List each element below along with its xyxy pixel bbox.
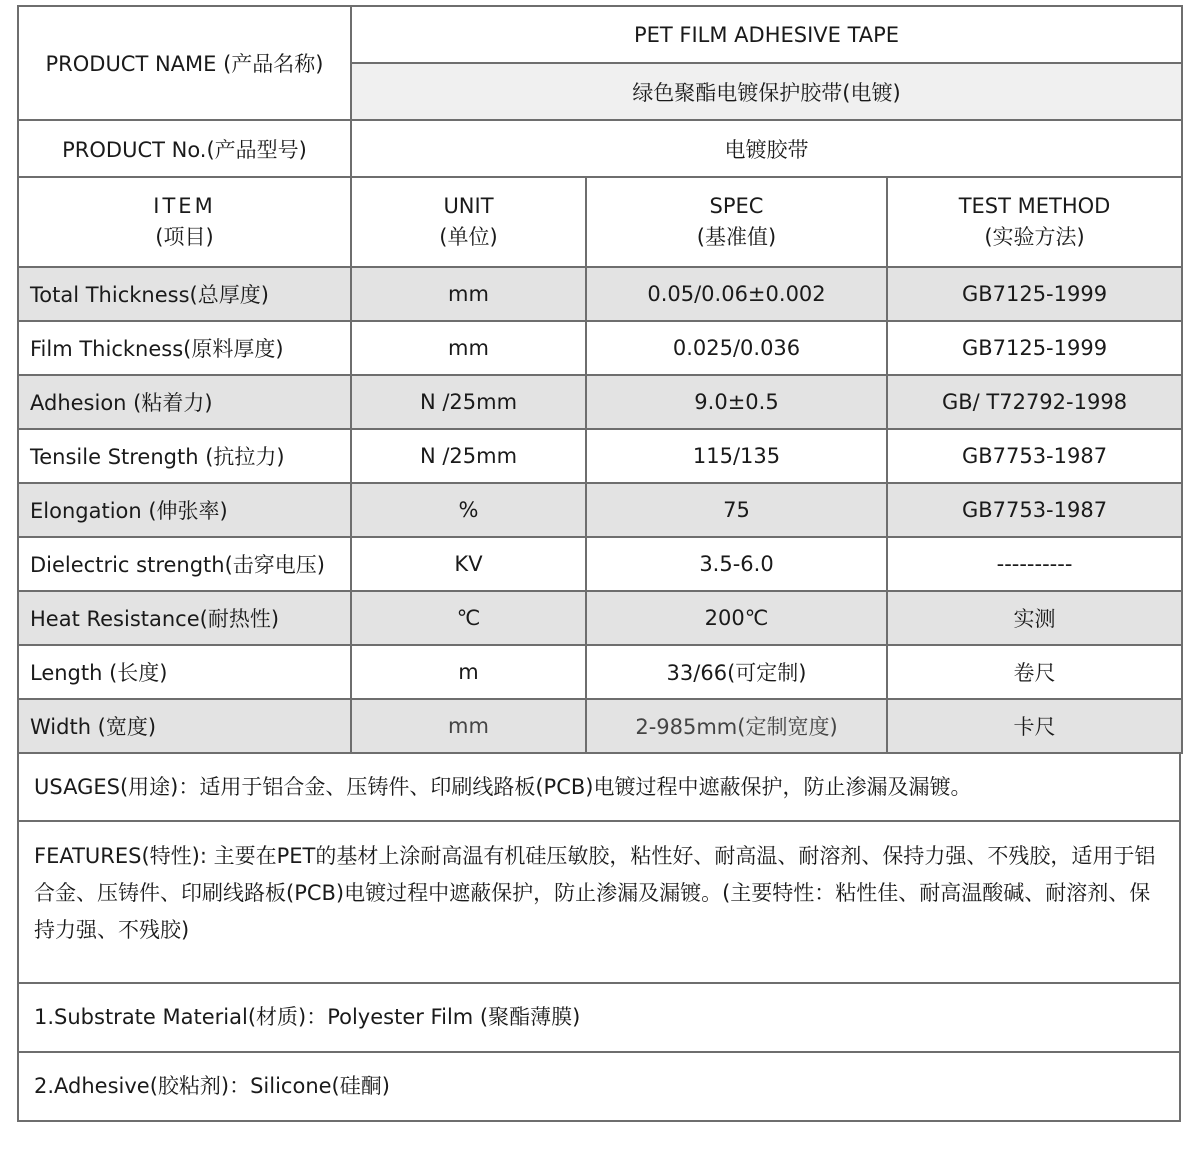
table-row [18,699,1182,753]
header-item-cn: (项目) [155,225,214,249]
table-row [18,429,1182,483]
material-section [17,984,1181,1053]
product-name-cn: 绿色聚酯电镀保护胶带(电镀) [351,63,1182,120]
header-spec-en: SPEC [709,194,764,218]
product-name-en: PET FILM ADHESIVE TAPE [351,6,1182,63]
header-method-en: TEST METHOD [958,194,1111,218]
row-item: Dielectric strength(击穿电压) [18,537,351,591]
header-unit [351,177,586,267]
table-row [18,591,1182,645]
header-method [887,177,1182,267]
header-item [18,177,351,267]
row-unit: m [351,645,586,699]
header-spec-cn: (基准值) [696,225,777,249]
column-header-row [18,177,1182,267]
row-method: GB7125-1999 [887,321,1182,375]
product-no-value: 电镀胶带 [351,120,1182,177]
row-spec: 0.025/0.036 [586,321,887,375]
row-method: ---------- [887,537,1182,591]
row-unit: mm [351,321,586,375]
row-spec: 115/135 [586,429,887,483]
header-unit-en: UNIT [443,194,494,218]
row-method: GB7125-1999 [887,267,1182,321]
header-item-en: ITEM [153,194,216,218]
row-spec: 9.0±0.5 [586,375,887,429]
product-no-row [18,120,1182,177]
table-row [18,267,1182,321]
header-spec [586,177,887,267]
row-unit: N /25mm [351,375,586,429]
row-spec: 33/66(可定制) [586,645,887,699]
table-row [18,537,1182,591]
row-method: 实测 [887,591,1182,645]
features-section [17,822,1181,984]
usages-section [17,754,1181,822]
row-unit: N /25mm [351,429,586,483]
row-unit: mm [351,699,586,753]
table-row [18,645,1182,699]
product-name-label: PRODUCT NAME (产品名称) [18,6,351,120]
row-method: 卡尺 [887,699,1182,753]
row-item: Tensile Strength (抗拉力) [18,429,351,483]
row-method: GB7753-1987 [887,483,1182,537]
header-method-cn: (实验方法) [984,225,1085,249]
row-item: Elongation (伸张率) [18,483,351,537]
header-unit-cn: (单位) [439,225,498,249]
row-method: 卷尺 [887,645,1182,699]
row-item: Adhesion (粘着力) [18,375,351,429]
row-item: Length (长度) [18,645,351,699]
row-spec: 200℃ [586,591,887,645]
material-text: 1.Substrate Material(材质)：Polyester Film (聚酯薄膜) [34,1005,581,1029]
adhesive-text: 2.Adhesive(胶粘剂)：Silicone(硅酮) [34,1074,390,1098]
spec-table [17,5,1183,754]
row-spec: 0.05/0.06±0.002 [586,267,887,321]
adhesive-section [17,1053,1181,1122]
spec-sheet [17,5,1181,1122]
row-spec: 75 [586,483,887,537]
row-unit: KV [351,537,586,591]
table-row [18,375,1182,429]
row-unit: % [351,483,586,537]
row-spec: 3.5-6.0 [586,537,887,591]
product-no-label: PRODUCT No.(产品型号) [18,120,351,177]
row-item: Film Thickness(原料厚度) [18,321,351,375]
table-row [18,483,1182,537]
row-method: GB7753-1987 [887,429,1182,483]
row-unit: mm [351,267,586,321]
row-item: Total Thickness(总厚度) [18,267,351,321]
row-item: Width (宽度) [18,699,351,753]
row-unit: ℃ [351,591,586,645]
row-spec: 2-985mm(定制宽度) [586,699,887,753]
row-method: GB/ T72792-1998 [887,375,1182,429]
product-name-row [18,6,1182,63]
usages-text: USAGES(用途)：适用于铝合金、压铸件、印刷线路板(PCB)电镀过程中遮蔽保护，防止渗漏及漏镀。 [34,774,972,799]
table-row [18,321,1182,375]
features-text: FEATURES(特性): 主要在PET的基材上涂耐高温有机硅压敏胶，粘性好、耐高温、耐溶剂、保持力强、不残胶，适用于铝合金、压铸件、印刷线路板(PCB)电镀过程中遮蔽保护，防止渗漏及漏镀。(主要特性：粘性佳、耐高温酸碱、耐溶剂、保持力强、不残胶) [34,844,1156,942]
row-item: Heat Resistance(耐热性) [18,591,351,645]
